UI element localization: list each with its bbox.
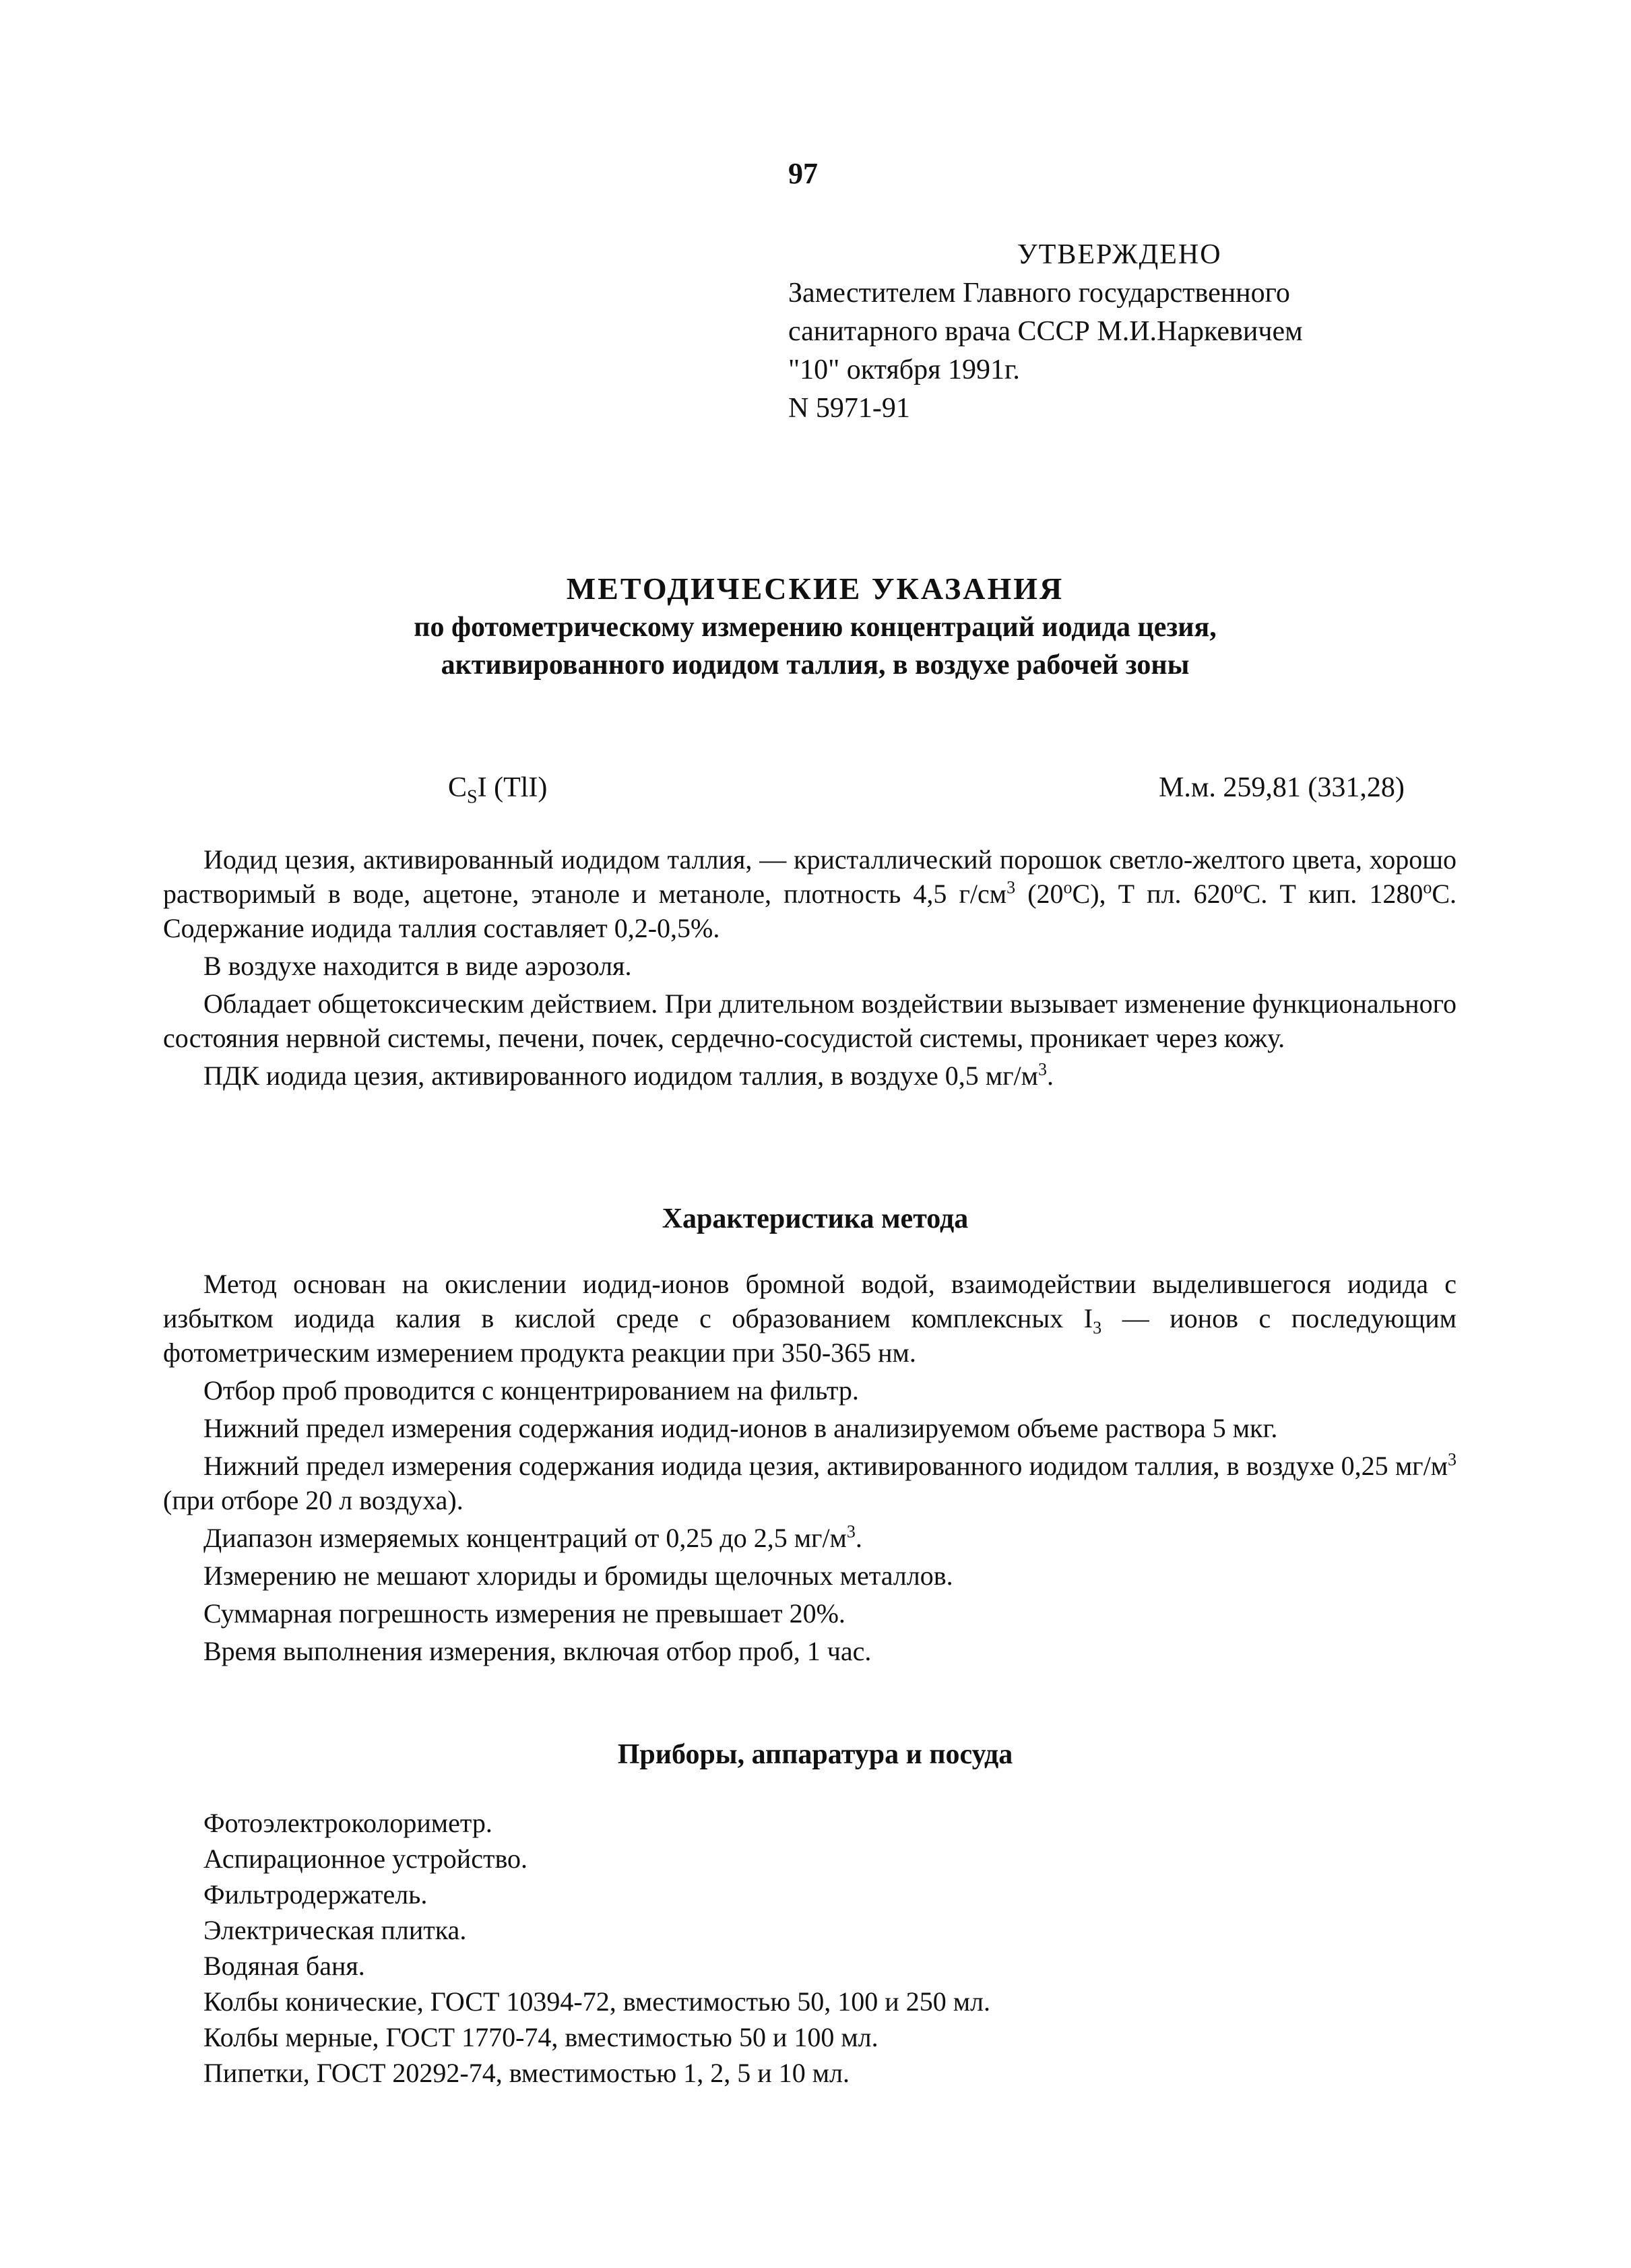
list-item: Пипетки, ГОСТ 20292-74, вместимостью 1, 2, 5 и 10 мл. [203,2058,850,2088]
chemical-formula [448,771,548,808]
list-item: Фотоэлектроколориметр. [203,1808,492,1838]
approval-date: "10" октября 1991г. [788,354,1020,385]
paragraph: Суммарная погрешность измерения не превышает 20%. [203,1598,845,1629]
paragraph: Нижний предел измерения содержания иодида цезия, активированного иодидом таллия, в воздухе 0,25 $мг/м^3$ (при отборе 20 л воздуха). [163,1449,1457,1515]
approval-line: Заместителем Главного государственного [788,278,1290,309]
list-item: Колбы мерные, ГОСТ 1770-74, вместимостью 50 и 100 мл. [203,2022,878,2052]
paragraph: Метод основан на окислении иодид-ионов бромной водой, взаимодействии выделившегося иодида с избытком иодида калия в кислой среде с образованием комплексных $I_3$ — ионов с последующим фотометрическим измерением продукта реакции при 350-365 нм. [163,1269,1457,1368]
section-heading: Приборы, аппаратура и посуда [617,1739,1013,1770]
paragraph: В воздухе находится в виде аэрозоля. [203,951,632,981]
paragraph: Измерению не мешают хлориды и бромиды щелочных металлов. [203,1561,953,1591]
paragraph: Отбор проб проводится с концентрированием на фильтр. [203,1375,859,1406]
title-sub: активированного иодидом таллия, в воздухе рабочей зоны [441,650,1190,681]
approval-block [788,236,1303,428]
equipment-list [203,1806,990,2091]
approval-line: санитарного врача СССР М.И.Наркевичем [788,316,1303,347]
document-title [202,569,1428,684]
formula-subscript: S [467,786,478,808]
section-heading: Характеристика метода [662,1203,969,1234]
paragraph: Иодид цезия, активированный иодидом таллия, — кристаллический порошок светло-желтого цвета, хорошо растворимый в воде, ацетоне, этаноле и метаноле, плотность 4,5 $г/см^3$ $(20^оС)$, Т пл. $620^оС$. Т кип. $1280^оС$. Содержание иодида таллия составляет 0,2-0,5%. [163,844,1457,943]
approval-title: УТВЕРЖДЕНО [1017,239,1222,270]
list-item: Колбы конические, ГОСТ 10394-72, вместимостью 50, 100 и 250 мл. [203,1986,990,2017]
formula-base: C [448,772,468,803]
paragraph: ПДК иодида цезия, активированного иодидом таллия, в воздухе 0,5 $мг/м^3$. [203,1059,1054,1091]
list-item: Водяная баня. [203,1951,365,1981]
method-section [163,1267,1457,1668]
paragraph: Обладает общетоксическим действием. При длительном воздействии вызывает изменение функционального состояния нервной системы, печени, почек, сердечно-сосудистой системы, проникает через кожу. [163,988,1457,1053]
list-item: Электрическая плитка. [203,1915,467,1945]
title-sub: по фотометрическому измерению концентраций иодида цезия, [414,612,1217,643]
paragraph: Диапазон измеряемых концентраций от 0,25 до 2,5 $мг/м^3$. [203,1521,862,1553]
list-item: Фильтродержатель. [203,1879,428,1910]
title-main: МЕТОДИЧЕСКИЕ УКАЗАНИЯ [566,571,1064,606]
intro-section [163,842,1457,1093]
formula-rest: I (TlI) [477,772,548,803]
list-item: Аспирационное устройство. [203,1844,528,1874]
paragraph: Нижний предел измерения содержания иодид-ионов в анализируемом объеме раствора 5 мкг. [203,1413,1278,1443]
paragraph: Время выполнения измерения, включая отбор проб, 1 час. [203,1636,872,1666]
page-number: 97 [788,157,818,190]
molar-mass: М.м. 259,81 (331,28) [1159,772,1405,803]
approval-number: N 5971-91 [788,393,910,424]
